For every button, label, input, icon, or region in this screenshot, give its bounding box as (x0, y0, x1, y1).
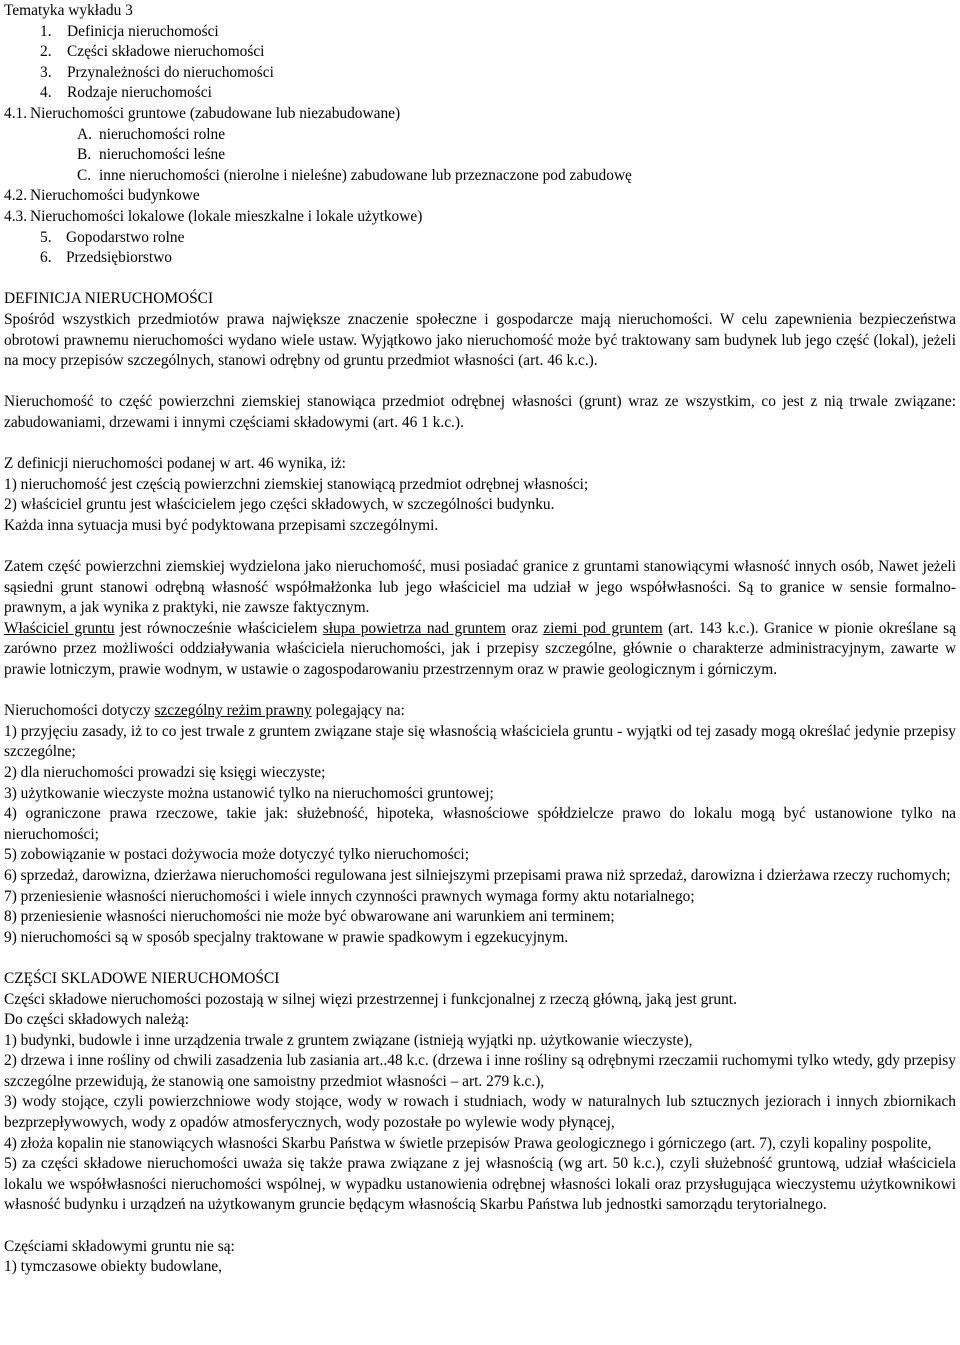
non-parts-list (4, 1257, 956, 1278)
topic-item-text: Nieruchomości lokalowe (lokale mieszkalne i lokale użytkowe) (30, 207, 423, 225)
topic-item-number: 3. (40, 63, 52, 81)
topic-list-item (4, 22, 956, 43)
underlined-owner: Właściciel gruntu (4, 619, 115, 637)
topic-item-number: 1. (40, 22, 52, 40)
topic-list-item (4, 42, 956, 63)
topic-item-number: 4.1. (4, 104, 28, 122)
topic-item-number: A. (77, 125, 92, 143)
legal-regime-item: 5) zobowiązanie w postaci dożywocia może dotyczyć tylko nieruchomości; (4, 846, 469, 864)
topic-item-number: 4.3. (4, 207, 28, 225)
component-parts-intro: Części składowe nieruchomości pozostają w silnej więzi przestrzennej i funkcjonalnej z rzeczą główną, jaką jest grunt. (4, 990, 737, 1008)
topic-list-item (4, 228, 956, 249)
topic-item-text: Definicja nieruchomości (67, 22, 219, 40)
art46-note: Każda inna sytuacja musi być podyktowana przepisami szczególnymi. (4, 516, 439, 534)
topic-list-item (4, 63, 956, 84)
topic-item-text: Przynależności do nieruchomości (67, 63, 274, 81)
underlined-ground-below: ziemi pod gruntem (543, 619, 663, 637)
topic-item-text: Gopodarstwo rolne (66, 228, 185, 246)
definition-heading: DEFINICJA NIERUCHOMOŚCI (4, 290, 214, 308)
lecture-topic-title: Tematyka wykładu 3 (4, 2, 133, 19)
art46-point-1: 1) nieruchomość jest częścią powierzchni ziemskiej stanowiącą przedmiot odrębnej własności; (4, 475, 589, 493)
boundaries-paragraph: Zatem część powierzchni ziemskiej wydzielona jako nieruchomość, musi posiadać granice z gruntami stanowiącymi własność innych osób, Nawet jeżeli sąsiedni grunt stanowi odrębną własność współmałżonka lub jego właściciel ma udział w jego współwłasności. Są to granice w sensie formalno-prawnym, a jak wynika z praktyki, nie zawsze faktycznym. (4, 558, 956, 617)
art46-point-2: 2) właściciel gruntu jest właścicielem jego części składowych, w szczególności budynku. (4, 496, 555, 514)
topic-item-number: 6. (40, 249, 52, 267)
topic-item-number: 4. (40, 84, 52, 102)
legal-regime-item: 2) dla nieruchomości prowadzi się księgi wieczyste; (4, 763, 326, 781)
component-part-item: 5) za części składowe nieruchomości uważa się także prawa związane z jej własnością (wg art. 50 k.c.), czyli służebność gruntową, udział właściciela lokalu we współwłasności nieruchomości wspólnej, w wypadku ustanowienia odrębnej własności lokali oraz przysługująca wieczystemu użytkownikowi własność budynku i urządzeń na użytkowanym gruncie będącym własnością Skarbu Państwa lub jednostki samorządu terytorialnego. (4, 1155, 956, 1214)
topic-list-item (4, 248, 956, 269)
component-part-item: 2) drzewa i inne rośliny od chwili zasadzenia lub zasiania art..48 k.c. (drzewa i inne rośliny są odrębnymi rzeczamii ruchomymi tylko wtedy, gdy przepisy szczególne przewidują, że stanowią one samoistny przedmiot własności – art. 279 k.c.), (4, 1052, 956, 1090)
legal-regime-intro: Nieruchomości dotyczy szczególny reżim prawny polegający na: (4, 702, 405, 720)
topic-list-item (4, 104, 956, 125)
topic-item-number: 2. (40, 43, 52, 61)
topic-item-text: inne nieruchomości (nierolne i nieleśne) zabudowane lub przeznaczone pod zabudowę (99, 166, 632, 184)
underlined-air-column: słupa powietrza nad gruntem (322, 619, 506, 637)
legal-regime-item: 3) użytkowanie wieczyste można ustanowić tylko na nieruchomości gruntowej; (4, 784, 494, 802)
definition-paragraph-1: Spośród wszystkich przedmiotów prawa największe znaczenie społeczne i gospodarcze mają nieruchomości. W celu zapewnienia bezpieczeństwa obrotowi prawnemu nieruchomości wydano wiele ustaw. Wyjątkowo jako nieruchomość może być traktowany sam budynek lub jego część (lokal), jeżeli na mocy przepisów szczególnych, stanowi odrębny od gruntu przedmiot własności (art. 46 k.c.). (4, 310, 956, 370)
topic-item-text: nieruchomości rolne (99, 125, 226, 143)
topic-list-item (4, 83, 956, 104)
legal-regime-item: 6) sprzedaż, darowizna, dzierżawa nieruchomości regulowana jest silniejszymi przepisami prawa niż sprzedaż, darowizna i dzierżawa rzeczy ruchomych; (4, 866, 951, 884)
art46-intro: Z definicji nieruchomości podanej w art. 46 wynika, iż: (4, 455, 346, 473)
legal-regime-list (4, 722, 956, 949)
non-parts-intro: Częściami składowymi gruntu nie są: (4, 1237, 235, 1255)
legal-regime-item: 1) przyjęciu zasady, iż to co jest trwale z gruntem związane staje się własnością właściciela gruntu - wyjątki od tej zasady mogą określać jedynie przepisy szczególne; (4, 722, 956, 761)
legal-regime-item: 4) ograniczone prawa rzeczowe, takie jak: służebność, hipoteka, własnościowe spółdzielcze prawo do lokalu mogą być ustanowione tylko na nieruchomości; (4, 805, 956, 843)
topic-item-number: 4.2. (4, 187, 28, 205)
topic-item-text: nieruchomości leśne (99, 146, 226, 164)
component-part-item: 3) wody stojące, czyli powierzchniowe wody stojące, wody w rowach i studniach, wody w naturalnych lub sztucznych jeziorach i innych zbiornikach bezprzepływowych, wody z opadów atmosferycznych, wody pozostałe po wylewie wody płynącej, (4, 1093, 956, 1132)
topic-list-item (4, 186, 956, 207)
legal-regime-item: 8) przeniesienie własności nieruchomości nie może być obwarowane ani warunkiem ani terminem; (4, 908, 615, 926)
topic-item-number: B. (77, 146, 92, 164)
component-parts-include-intro: Do części składowych należą: (4, 1011, 190, 1029)
component-part-item: 1) budynki, budowle i inne urządzenia trwale z gruntem związane (istnieją wyjątki np. użytkowanie wieczyste), (4, 1031, 693, 1049)
topic-item-text: Przedsiębiorstwo (66, 249, 173, 267)
topic-list-item (4, 207, 956, 228)
topic-item-text: Nieruchomości gruntowe (zabudowane lub niezabudowane) (30, 104, 401, 122)
topic-item-text: Rodzaje nieruchomości (67, 84, 212, 102)
underlined-legal-regime: szczególny reżim prawny (154, 702, 312, 720)
component-parts-heading: CZĘŚCI SKLADOWE NIERUCHOMOŚCI (4, 969, 280, 987)
topic-list-item (4, 166, 956, 187)
topic-list-item (4, 125, 956, 146)
topic-item-number: 5. (40, 228, 52, 246)
component-parts-list (4, 1031, 956, 1216)
legal-regime-item: 9) nieruchomości są w sposób specjalny traktowane w prawie spadkowym i egzekucyjnym. (4, 928, 569, 946)
component-part-item: 4) złoża kopalin nie stanowiących własności Skarbu Państwa w świetle przepisów Prawa geologicznego i górniczego (art. 7), czyli kopaliny pospolite, (4, 1134, 932, 1152)
legal-regime-item: 7) przeniesienie własności nieruchomości i wiele innych czynności prawnych wymaga formy aktu notarialnego; (4, 887, 695, 905)
topic-item-text: Części składowe nieruchomości (67, 43, 265, 61)
vertical-boundaries-paragraph: Właściciel gruntu jest równocześnie właścicielem słupa powietrza nad gruntem oraz ziemi pod gruntem (art. 143 k.c.). Granice w pionie określane są zarówno przez możliwości oddziaływania właściciela nieruchomości, jak i przepisy szczególne, głównie o charakterze administracyjnym, zawarte w prawie lotniczym, prawie wodnym, w ustawie o zagospodarowaniu przestrzennym oraz w prawie geologicznym i górniczym. (4, 619, 956, 678)
topic-list-item (4, 145, 956, 166)
definition-paragraph-2: Nieruchomość to część powierzchni ziemskiej stanowiąca przedmiot odrębnej własności (grunt) wraz ze wszystkim, co jest z nią trwale związane: zabudowaniami, drzewami i innymi częściami składowymi (art. 46 1 k.c.). (4, 393, 956, 431)
topic-list (4, 22, 956, 269)
topic-item-text: Nieruchomości budynkowe (30, 187, 200, 205)
topic-item-number: C. (77, 166, 92, 184)
non-part-item: 1) tymczasowe obiekty budowlane, (4, 1258, 222, 1276)
